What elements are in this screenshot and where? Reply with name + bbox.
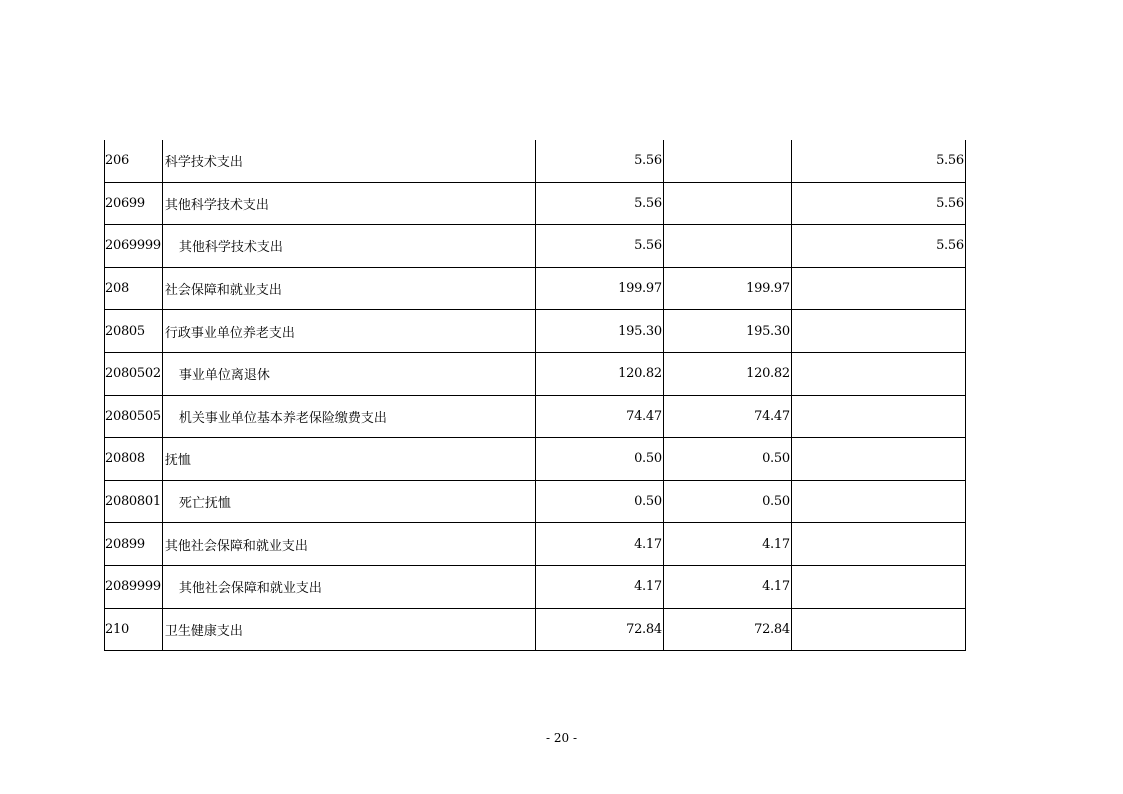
subject-code: 2080505 (105, 395, 163, 438)
project-amount (791, 523, 965, 566)
total-amount: 120.82 (535, 352, 663, 395)
subject-name: 抚恤 (162, 438, 535, 481)
basic-amount (663, 140, 791, 182)
project-amount (791, 352, 965, 395)
total-amount: 199.97 (535, 267, 663, 310)
project-amount (791, 438, 965, 481)
table-row (105, 565, 966, 608)
basic-amount: 0.50 (663, 438, 791, 481)
subject-code: 20808 (105, 438, 163, 481)
basic-amount: 4.17 (663, 523, 791, 566)
table-row (105, 395, 966, 438)
subject-name: 科学技术支出 (162, 140, 535, 182)
table-row (105, 182, 966, 225)
basic-amount: 74.47 (663, 395, 791, 438)
table-row (105, 352, 966, 395)
table-row (105, 310, 966, 353)
subject-name: 死亡抚恤 (162, 480, 535, 523)
subject-name: 事业单位离退休 (162, 352, 535, 395)
subject-code: 2069999 (105, 225, 163, 268)
basic-amount (663, 182, 791, 225)
table-row (105, 480, 966, 523)
table-row (105, 267, 966, 310)
basic-amount: 195.30 (663, 310, 791, 353)
total-amount: 5.56 (535, 225, 663, 268)
subject-code: 210 (105, 608, 163, 651)
subject-code: 2089999 (105, 565, 163, 608)
budget-expenditure-table (104, 140, 966, 651)
total-amount: 5.56 (535, 140, 663, 182)
project-amount: 5.56 (791, 140, 965, 182)
subject-code: 20699 (105, 182, 163, 225)
basic-amount: 0.50 (663, 480, 791, 523)
project-amount (791, 608, 965, 651)
subject-code: 20899 (105, 523, 163, 566)
basic-amount: 120.82 (663, 352, 791, 395)
total-amount: 72.84 (535, 608, 663, 651)
total-amount: 4.17 (535, 523, 663, 566)
total-amount: 4.17 (535, 565, 663, 608)
project-amount (791, 267, 965, 310)
table-row (105, 225, 966, 268)
table-row (105, 608, 966, 651)
table-row (105, 140, 966, 182)
subject-name: 其他社会保障和就业支出 (162, 523, 535, 566)
project-amount: 5.56 (791, 182, 965, 225)
subject-name: 社会保障和就业支出 (162, 267, 535, 310)
subject-name: 其他科学技术支出 (162, 182, 535, 225)
subject-name: 机关事业单位基本养老保险缴费支出 (162, 395, 535, 438)
subject-code: 20805 (105, 310, 163, 353)
table-row (105, 438, 966, 481)
subject-code: 206 (105, 140, 163, 182)
total-amount: 0.50 (535, 480, 663, 523)
basic-amount: 4.17 (663, 565, 791, 608)
subject-name: 其他社会保障和就业支出 (162, 565, 535, 608)
basic-amount (663, 225, 791, 268)
subject-code: 2080801 (105, 480, 163, 523)
subject-name: 卫生健康支出 (162, 608, 535, 651)
project-amount (791, 310, 965, 353)
project-amount (791, 565, 965, 608)
project-amount (791, 480, 965, 523)
basic-amount: 72.84 (663, 608, 791, 651)
project-amount: 5.56 (791, 225, 965, 268)
subject-name: 其他科学技术支出 (162, 225, 535, 268)
total-amount: 5.56 (535, 182, 663, 225)
page-number: - 20 - (545, 731, 577, 745)
subject-name: 行政事业单位养老支出 (162, 310, 535, 353)
total-amount: 74.47 (535, 395, 663, 438)
subject-code: 2080502 (105, 352, 163, 395)
project-amount (791, 395, 965, 438)
total-amount: 0.50 (535, 438, 663, 481)
table-row (105, 523, 966, 566)
total-amount: 195.30 (535, 310, 663, 353)
subject-code: 208 (105, 267, 163, 310)
table-body (105, 140, 966, 651)
basic-amount: 199.97 (663, 267, 791, 310)
